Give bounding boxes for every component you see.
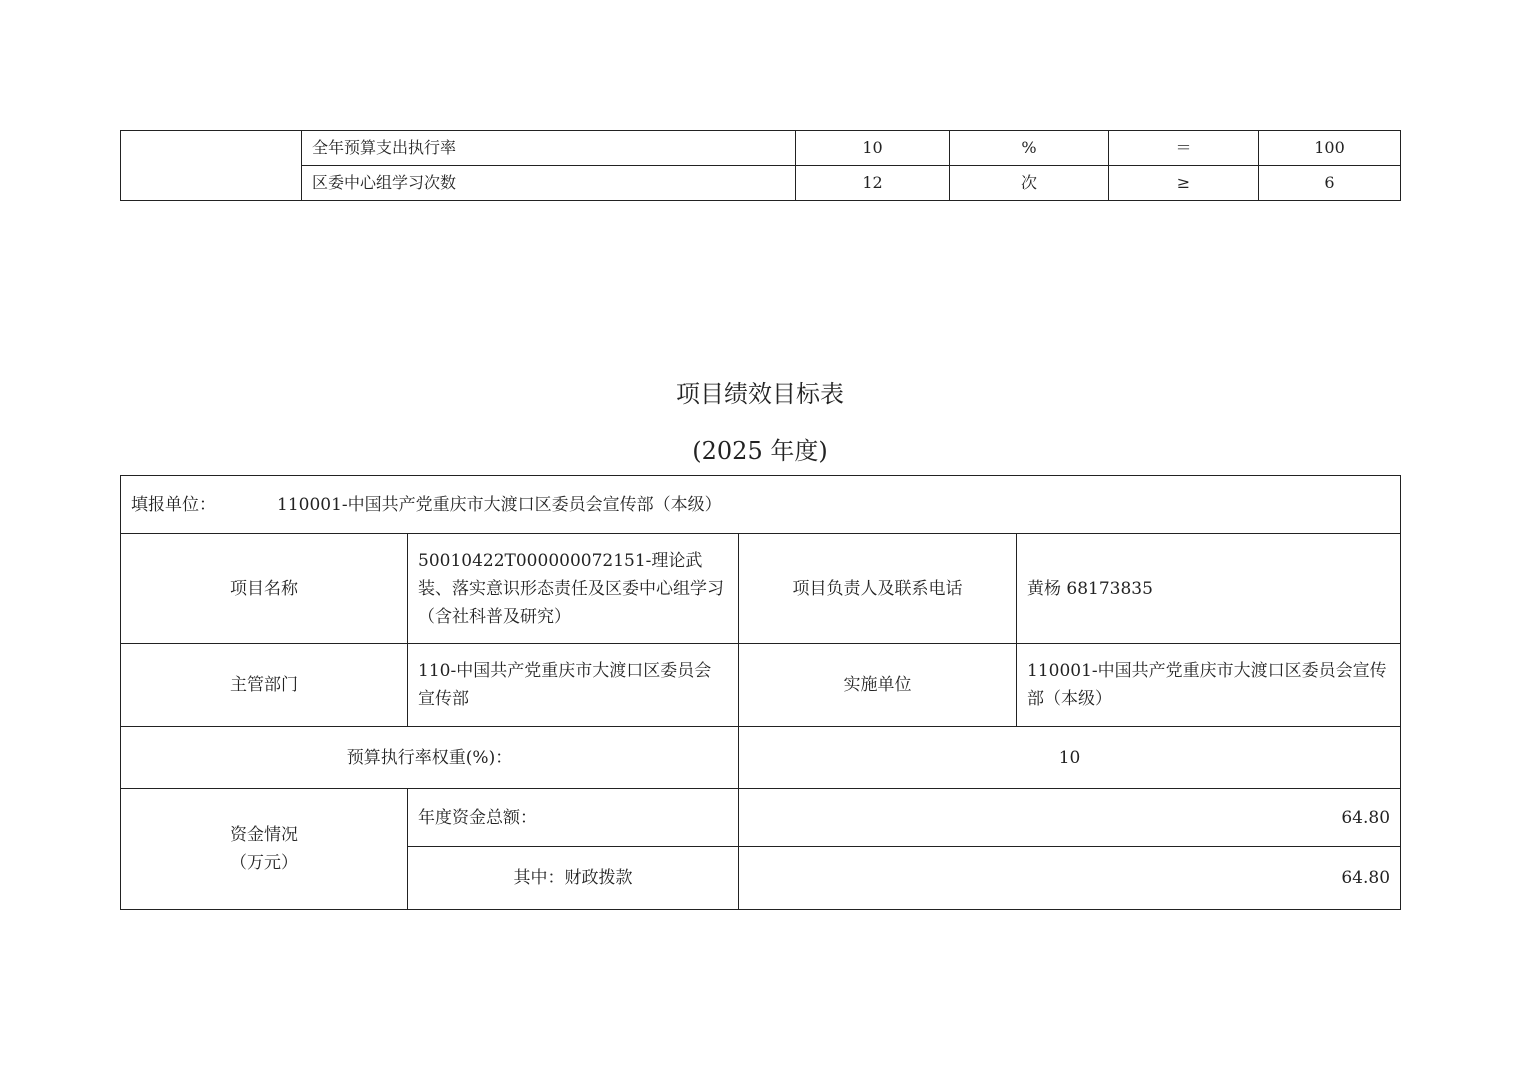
indicator-name: 全年预算支出执行率	[302, 131, 796, 166]
reporting-unit-value: 110001-中国共产党重庆市大渡口区委员会宣传部（本级）	[277, 494, 722, 515]
indicator-weight: 10	[796, 131, 950, 166]
indicator-operator: ≥	[1109, 166, 1259, 201]
page-title: 项目绩效目标表	[676, 380, 844, 408]
department-value: 110-中国共产党重庆市大渡口区委员会宣传部	[408, 644, 739, 727]
funds-label-cell	[121, 789, 408, 910]
indicator-weight: 12	[796, 166, 950, 201]
implementing-unit-label: 实施单位	[739, 644, 1017, 727]
page-subtitle-year: (2025 年度)	[692, 437, 828, 465]
table-row	[121, 131, 1401, 166]
indicator-table-continued	[120, 130, 1401, 201]
budget-weight-label: 预算执行率权重(%)：	[121, 727, 739, 789]
reporting-unit-cell	[121, 476, 1401, 534]
reporting-unit-label: 填报单位：	[131, 494, 216, 515]
performance-target-table	[120, 475, 1401, 910]
category-cell	[121, 131, 302, 201]
budget-weight-value: 10	[739, 727, 1401, 789]
project-leader-value: 黄杨 68173835	[1017, 534, 1401, 644]
table-row	[121, 727, 1401, 789]
indicator-unit: 次	[950, 166, 1109, 201]
indicator-unit: %	[950, 131, 1109, 166]
fiscal-allocation-value: 64.80	[739, 847, 1401, 910]
table-row	[121, 534, 1401, 644]
project-name-label: 项目名称	[121, 534, 408, 644]
indicator-name: 区委中心组学习次数	[302, 166, 796, 201]
table-row	[121, 644, 1401, 727]
table-row	[121, 166, 1401, 201]
table-row	[121, 789, 1401, 847]
indicator-target: 100	[1259, 131, 1401, 166]
annual-total-value: 64.80	[739, 789, 1401, 847]
indicator-target: 6	[1259, 166, 1401, 201]
indicator-operator: ＝	[1109, 131, 1259, 166]
funds-unit: （万元）	[230, 853, 298, 873]
project-name-value: 50010422T000000072151-理论武装、落实意识形态责任及区委中心组学习（含社科普及研究）	[408, 534, 739, 644]
table-row	[121, 476, 1401, 534]
fiscal-allocation-label: 其中：财政拨款	[408, 847, 739, 910]
project-leader-label: 项目负责人及联系电话	[739, 534, 1017, 644]
implementing-unit-value: 110001-中国共产党重庆市大渡口区委员会宣传部（本级）	[1017, 644, 1401, 727]
department-label: 主管部门	[121, 644, 408, 727]
annual-total-label: 年度资金总额：	[408, 789, 739, 847]
funds-label: 资金情况	[230, 825, 298, 845]
